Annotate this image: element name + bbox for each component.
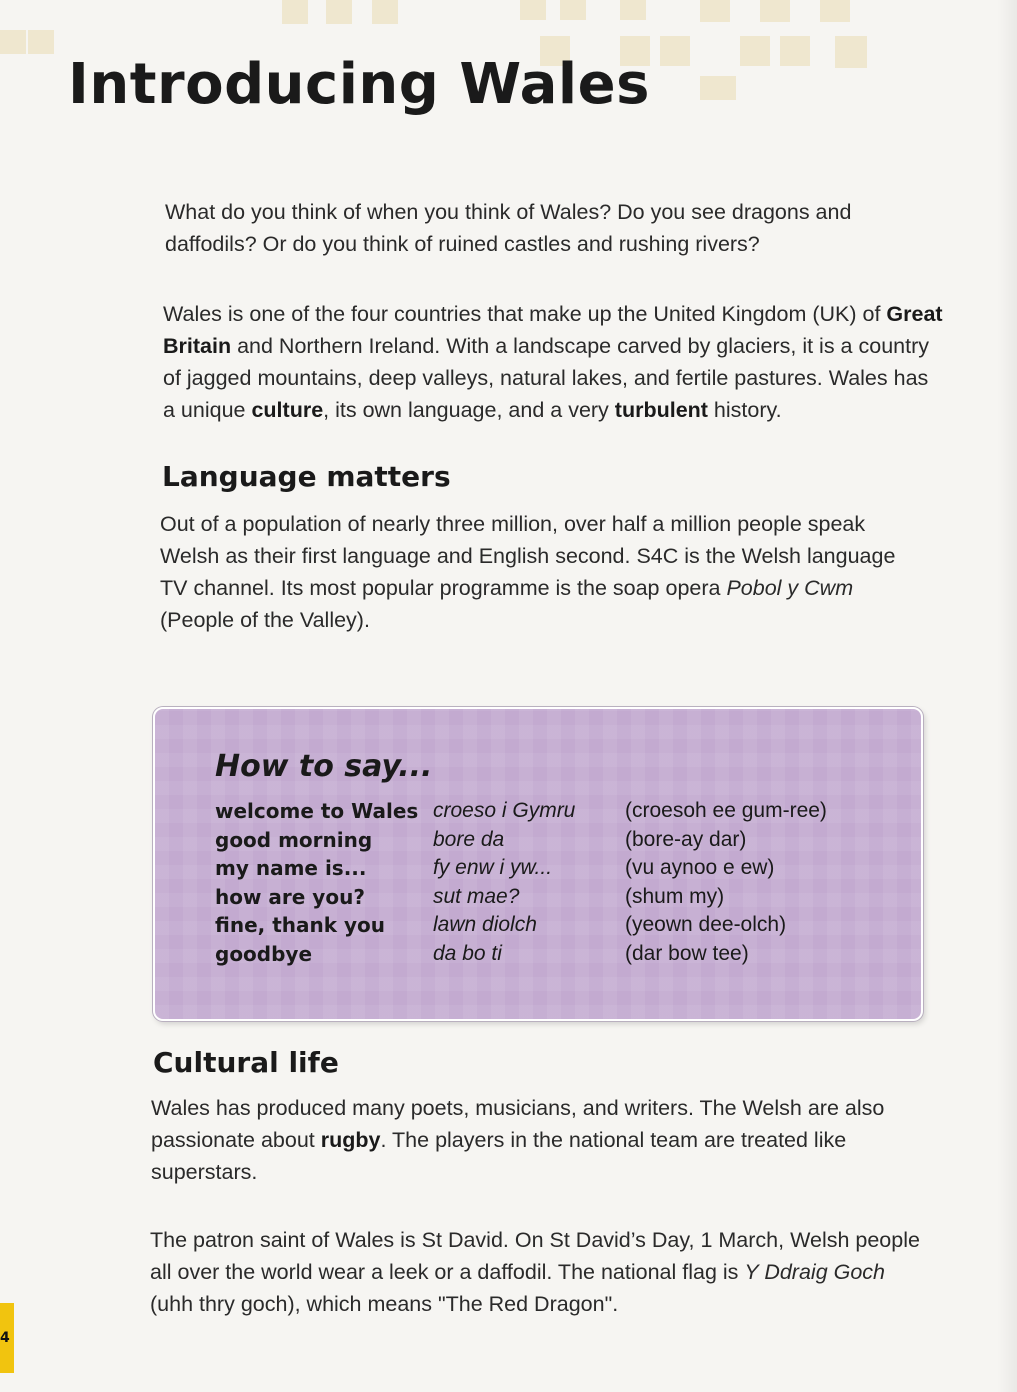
cultural-text-2b: (uhh thry goch), which means "The Red Dragon".: [150, 1292, 619, 1316]
phrase-pronunciation: (bore-ay dar): [625, 827, 747, 851]
keyword-great-britain: Great Britain: [163, 302, 943, 358]
intro-text: What do you think of when you think of Wales? Do you see dragons and daffodils? Or do you think of ruined castles and rushing rivers?: [165, 200, 852, 256]
cultural-paragraph-1: [151, 1092, 891, 1188]
phrase-pronunciation: (shum my): [625, 884, 725, 908]
cultural-text-c: . The players in the national team are treated like superstars.: [151, 1128, 847, 1184]
intro-paragraph-1: [165, 196, 905, 260]
phrase-welsh: sut mae?: [433, 884, 520, 908]
phrase-pronunciation: (vu aynoo e ew): [625, 856, 775, 879]
keyword-turbulent: turbulent: [614, 398, 708, 422]
phrase-welsh: bore da: [433, 827, 505, 851]
phrase-welsh: da bo ti: [433, 941, 502, 965]
how-to-say-title: How to say...: [215, 749, 433, 784]
page-title: Introducing Wales: [68, 52, 650, 117]
cultural-text-a: Wales has produced many poets, musicians, and writers. The Welsh are also passionate about: [151, 1096, 885, 1152]
phrase-english: goodbye: [215, 941, 313, 966]
flag-name: Y Ddraig Goch: [744, 1260, 886, 1284]
phrase-pronunciation: (dar bow tee): [625, 941, 749, 965]
phrase-english: welcome to Wales: [215, 799, 419, 823]
section-heading-cultural: Cultural life: [153, 1046, 339, 1079]
intro-text-d: , its own language, and a very: [323, 398, 615, 422]
language-text-b: (People of the Valley).: [160, 608, 370, 632]
intro-text-e: history.: [707, 398, 782, 422]
cultural-paragraph-2: [150, 1224, 930, 1320]
intro-text-c: and Northern Ireland. With a landscape carved by glaciers, it is a country of jagged mountains, deep valleys, natural lakes, and fertile pastures. Wales has a unique: [163, 334, 929, 422]
language-text-a: Out of a population of nearly three million, over half a million people speak Welsh as their first language and English second. S4C is the Welsh language TV channel. Its most popular programme is the soap opera: [160, 512, 896, 600]
how-to-say-box: [153, 707, 923, 1021]
phrase-welsh: fy enw i yw...: [433, 856, 553, 879]
show-title: Pobol y Cwm: [726, 576, 854, 600]
phrase-english: fine, thank you: [215, 913, 385, 937]
phrase-pronunciation: (yeown dee-olch): [625, 913, 787, 936]
phrase-english: my name is...: [215, 856, 367, 880]
keyword-rugby: rugby: [320, 1128, 381, 1152]
intro-text-a: Wales is one of the four countries that make up the United Kingdom (UK) of: [163, 302, 887, 326]
keyword-culture: culture: [251, 398, 324, 422]
cultural-text-2a: The patron saint of Wales is St David. On St David’s Day, 1 March, Welsh people all over the world wear a leek or a daffodil. The national flag is: [150, 1228, 920, 1284]
phrase-english: how are you?: [215, 884, 365, 909]
page-edge-shadow: [997, 0, 1017, 1392]
intro-paragraph-2: [163, 298, 943, 426]
language-paragraph: [160, 508, 920, 636]
phrase-pronunciation: (croesoh ee gum-ree): [625, 799, 827, 822]
section-heading-language: Language matters: [162, 460, 451, 493]
phrase-welsh: lawn diolch: [433, 913, 537, 936]
phrase-english: good morning: [215, 827, 373, 852]
page-number: 4: [0, 1330, 10, 1346]
phrase-welsh: croeso i Gymru: [433, 799, 576, 822]
